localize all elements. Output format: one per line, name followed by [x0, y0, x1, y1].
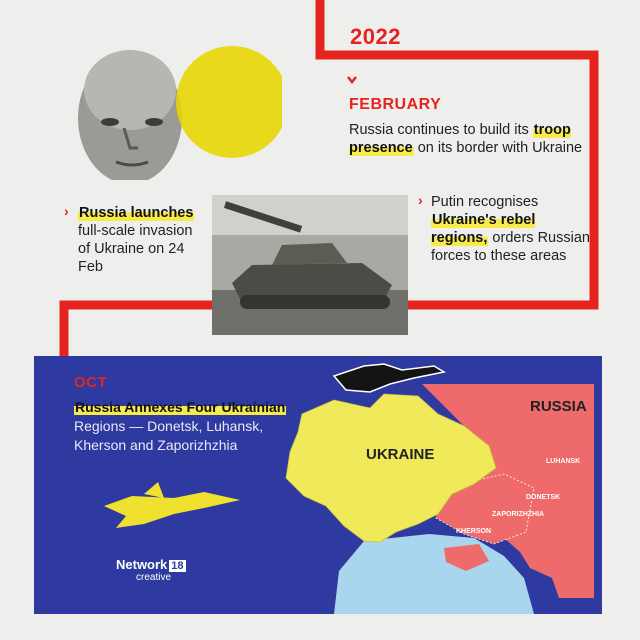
logo-sub: creative	[136, 572, 172, 583]
chevron-down-icon	[346, 74, 358, 86]
february-text	[349, 121, 589, 157]
october-text-post: Regions — Donetsk, Luhansk, Kherson and Zaporizhzhia	[74, 418, 264, 453]
rebel-text-pre: Putin recognises	[431, 194, 539, 210]
region-luhansk: LUHANSK	[546, 458, 581, 465]
invasion-text	[78, 204, 208, 276]
rebel-highlight: Ukraine's rebel regions,	[431, 212, 536, 246]
invasion-highlight: Russia launches	[79, 205, 194, 221]
october-text	[74, 398, 304, 455]
russia-label: RUSSIA	[530, 398, 587, 415]
tank-photo	[212, 195, 408, 335]
february-text-post: on its border with Ukraine	[413, 140, 583, 156]
ukraine-label: UKRAINE	[366, 446, 435, 463]
logo-number: 18	[171, 560, 184, 572]
invasion-text-post: full-scale invasion of Ukraine on 24 Feb	[78, 223, 193, 275]
rebel-text	[431, 193, 591, 265]
portrait-image	[32, 30, 282, 180]
region-zaporizhzhia: ZAPORIZHZHIA	[492, 511, 545, 518]
logo-main: Network	[116, 557, 168, 572]
region-donetsk: DONETSK	[526, 494, 561, 501]
network18-logo	[116, 556, 186, 583]
rebel-text-post: orders Russian forces to these areas	[431, 230, 590, 264]
february-text-pre: Russia continues to build its	[349, 122, 533, 138]
year-heading: 2022	[350, 24, 401, 49]
region-kherson: KHERSON	[456, 528, 492, 535]
october-highlight: Russia Annexes Four Ukrainian	[75, 399, 286, 415]
february-highlight: troop presence	[349, 122, 571, 156]
chevron-right-icon: ›	[64, 203, 69, 219]
february-heading: FEBRUARY	[349, 96, 442, 113]
chevron-right-icon: ›	[418, 192, 423, 208]
october-heading: OCT	[74, 374, 108, 391]
